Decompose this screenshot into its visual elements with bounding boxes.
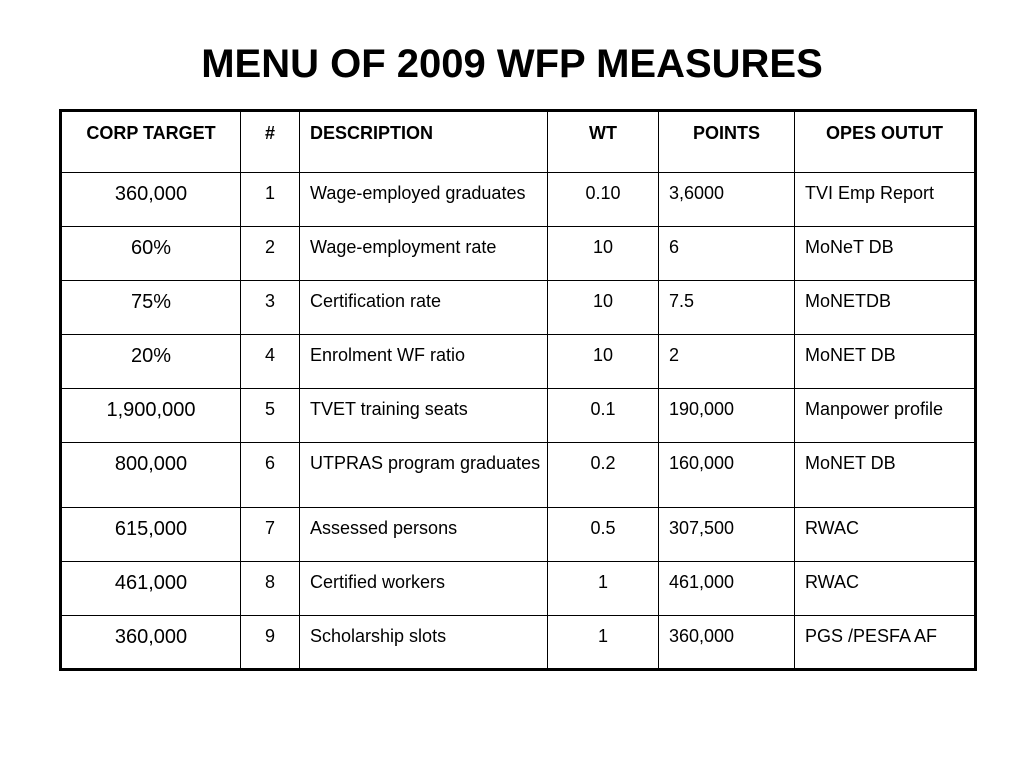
cell-corp-target: 1,900,000 [61, 389, 241, 443]
cell-number: 8 [241, 562, 300, 616]
cell-opes-output: RWAC [795, 508, 976, 562]
cell-corp-target: 800,000 [61, 443, 241, 508]
table-row [61, 173, 976, 227]
cell-corp-target: 360,000 [61, 173, 241, 227]
cell-points: 7.5 [659, 281, 795, 335]
header-points: POINTS [659, 111, 795, 173]
header-corp-target: CORP TARGET [61, 111, 241, 173]
cell-description: UTPRAS program graduates [300, 443, 548, 508]
table-row [61, 562, 976, 616]
cell-opes-output: TVI Emp Report [795, 173, 976, 227]
cell-opes-output: MoNeT DB [795, 227, 976, 281]
cell-wt: 10 [548, 335, 659, 389]
cell-points: 360,000 [659, 616, 795, 670]
cell-number: 7 [241, 508, 300, 562]
cell-wt: 10 [548, 281, 659, 335]
cell-points: 190,000 [659, 389, 795, 443]
cell-number: 9 [241, 616, 300, 670]
cell-description: Wage-employment rate [300, 227, 548, 281]
cell-number: 4 [241, 335, 300, 389]
cell-points: 307,500 [659, 508, 795, 562]
cell-opes-output: PGS /PESFA AF [795, 616, 976, 670]
cell-description: Scholarship slots [300, 616, 548, 670]
cell-opes-output: MoNET DB [795, 443, 976, 508]
header-wt: WT [548, 111, 659, 173]
header-number: # [241, 111, 300, 173]
table-row [61, 508, 976, 562]
cell-number: 1 [241, 173, 300, 227]
cell-description: Assessed persons [300, 508, 548, 562]
table-row [61, 443, 976, 508]
cell-number: 2 [241, 227, 300, 281]
table-row [61, 281, 976, 335]
table-row [61, 389, 976, 443]
cell-description: Certification rate [300, 281, 548, 335]
cell-number: 3 [241, 281, 300, 335]
cell-points: 160,000 [659, 443, 795, 508]
cell-corp-target: 20% [61, 335, 241, 389]
table-header-row [61, 111, 976, 173]
table-row [61, 616, 976, 670]
cell-wt: 0.1 [548, 389, 659, 443]
cell-wt: 0.2 [548, 443, 659, 508]
cell-corp-target: 360,000 [61, 616, 241, 670]
page-title: MENU OF 2009 WFP MEASURES [201, 42, 823, 86]
header-description: DESCRIPTION [300, 111, 548, 173]
table-row [61, 227, 976, 281]
cell-opes-output: RWAC [795, 562, 976, 616]
cell-corp-target: 615,000 [61, 508, 241, 562]
cell-number: 5 [241, 389, 300, 443]
cell-points: 2 [659, 335, 795, 389]
cell-wt: 0.5 [548, 508, 659, 562]
table-row [61, 335, 976, 389]
measures-table [59, 109, 977, 671]
cell-opes-output: Manpower profile [795, 389, 976, 443]
cell-wt: 0.10 [548, 173, 659, 227]
cell-description: Certified workers [300, 562, 548, 616]
cell-opes-output: MoNETDB [795, 281, 976, 335]
cell-description: Wage-employed graduates [300, 173, 548, 227]
cell-corp-target: 60% [61, 227, 241, 281]
cell-description: Enrolment WF ratio [300, 335, 548, 389]
cell-number: 6 [241, 443, 300, 508]
cell-description: TVET training seats [300, 389, 548, 443]
cell-wt: 1 [548, 616, 659, 670]
cell-wt: 10 [548, 227, 659, 281]
cell-points: 3,6000 [659, 173, 795, 227]
cell-corp-target: 461,000 [61, 562, 241, 616]
header-opes-output: OPES OUTUT [795, 111, 976, 173]
cell-wt: 1 [548, 562, 659, 616]
cell-corp-target: 75% [61, 281, 241, 335]
cell-points: 461,000 [659, 562, 795, 616]
cell-points: 6 [659, 227, 795, 281]
cell-opes-output: MoNET DB [795, 335, 976, 389]
